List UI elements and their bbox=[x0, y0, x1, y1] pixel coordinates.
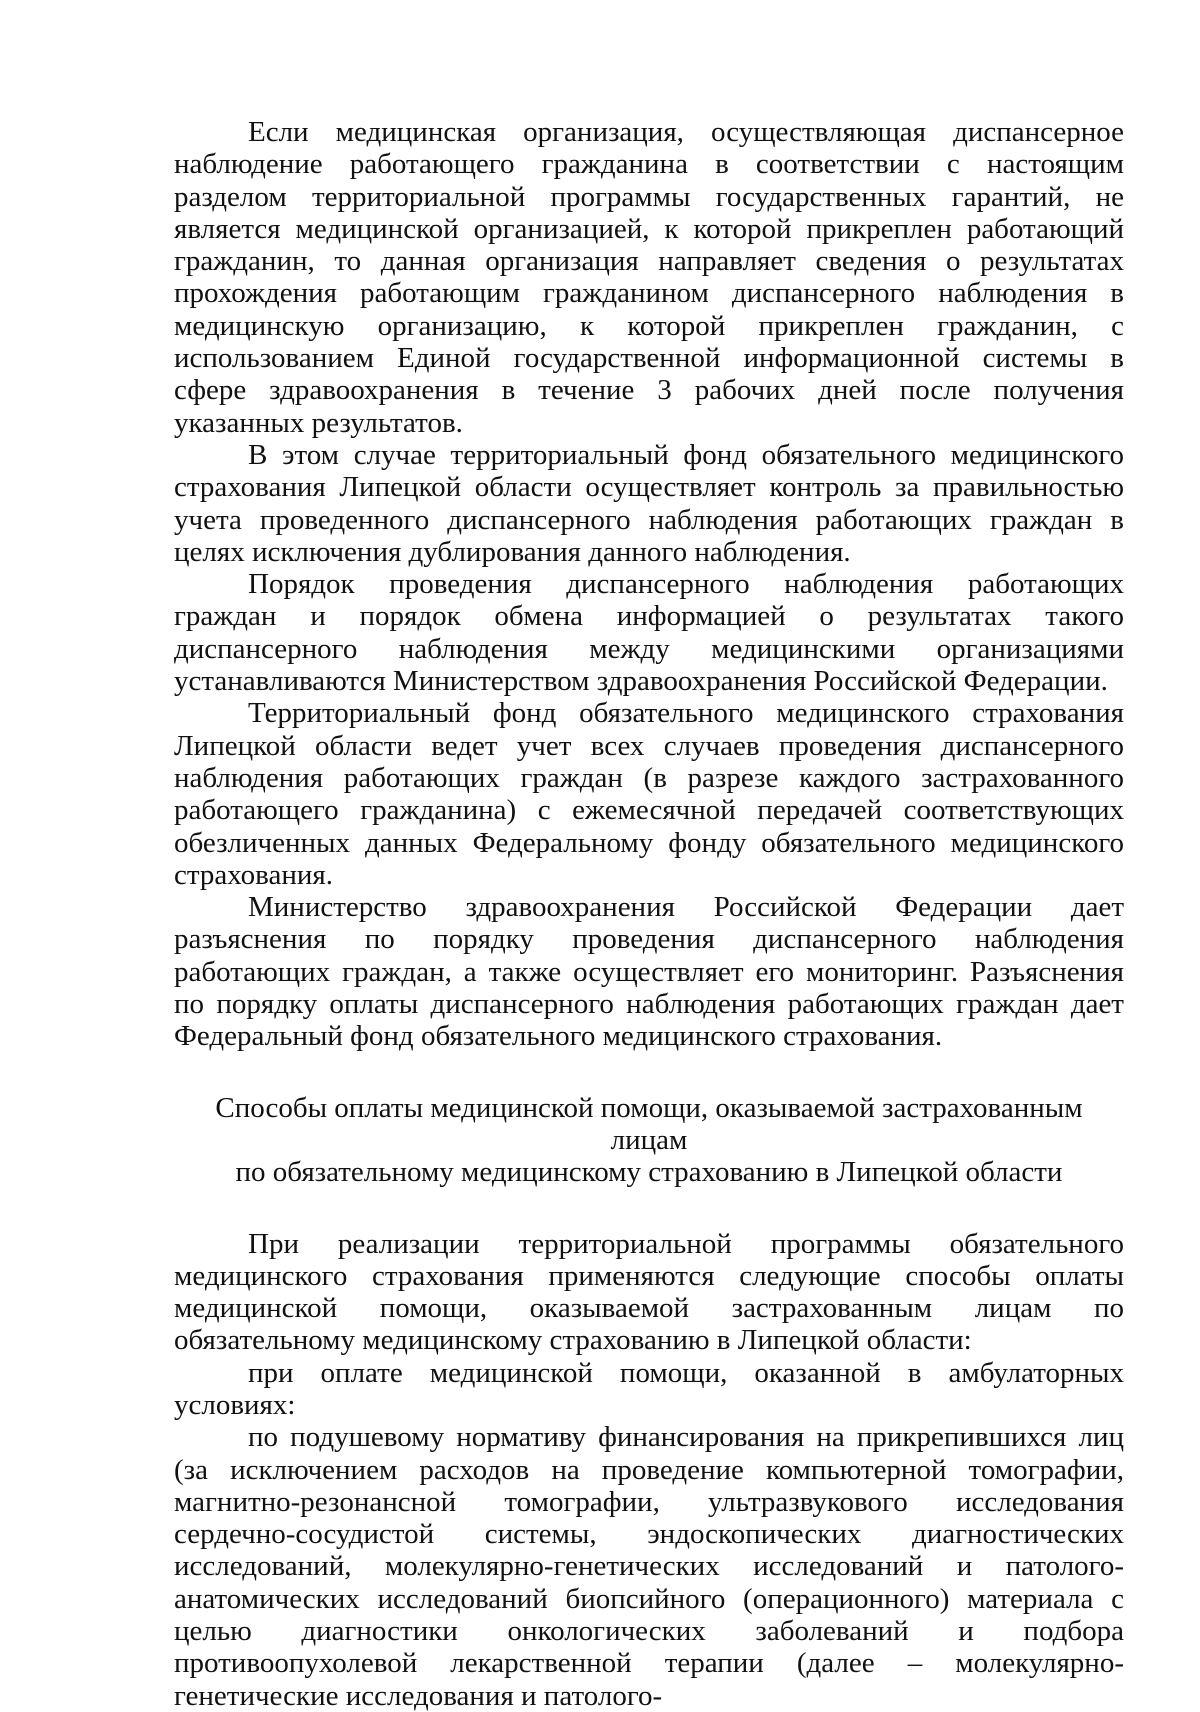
paragraph-fund-accounting: Территориальный фонд обязательного медицинского страхования Липецкой области ведет учет всех случаев проведения диспансерного наблюдения работающих граждан (в разрезе каждого застрахованного работающего гражданина) с ежемесячной передачей соответствующих обезличенных данных Федеральному фонду обязательного медицинского страхования. bbox=[174, 697, 1124, 891]
paragraph-ministry-clarifications: Министерство здравоохранения Российской Федерации дает разъяснения по порядку проведения диспансерного наблюдения работающих граждан, а также осуществляет его мониторинг. Разъяснения по порядку оплаты диспансерного наблюдения работающих граждан дает Федеральный фонд обязательного медицинского страхования. bbox=[174, 891, 1124, 1053]
paragraph-per-capita-standard: по подушевому нормативу финансирования на прикрепившихся лиц (за исключением расходов на проведение компьютерной томографии, магнитно-резонансной томографии, ультразвукового исследования сердечно-сосудистой системы, эндоскопических диагностических исследований, молекулярно-генетических исследований и патолого-анатомических исследований биопсийного (операционного) материала с целью диагностики онкологических заболеваний и подбора противоопухолевой лекарственной терапии (далее – молекулярно-генетические исследования и патолого- bbox=[174, 1421, 1124, 1712]
spacer bbox=[174, 1053, 1124, 1092]
paragraph-payment-methods-intro: При реализации территориальной программы обязательного медицинского страхования применяются следующие способы оплаты медицинской помощи, оказываемой застрахованным лицам по обязательному медицинскому страхованию в Липецкой области: bbox=[174, 1227, 1124, 1357]
paragraph-procedure-established: Порядок проведения диспансерного наблюдения работающих граждан и порядок обмена информацией о результатах такого диспансерного наблюдения между медицинскими организациями устанавливаются Министерством здравоохранения Российской Федерации. bbox=[174, 568, 1124, 698]
section-heading-line-2: по обязательному медицинскому страхованию в Липецкой области bbox=[235, 1156, 1063, 1189]
paragraph-dispensary-observation-info-transfer: Если медицинская организация, осуществляющая диспансерное наблюдение работающего гражданина в соответствии с настоящим разделом территориальной программы государственных гарантий, не является медицинской организацией, к которой прикреплен работающий гражданин, то данная организация направляет сведения о результатах прохождения работающим гражданином диспансерного наблюдения в медицинскую организацию, к которой прикреплен гражданин, с использованием Единой государственной информационной системы в сфере здравоохранения в течение 3 рабочих дней после получения указанных результатов. bbox=[174, 116, 1124, 439]
document-page bbox=[174, 116, 1124, 1712]
paragraph-fund-control: В этом случае территориальный фонд обязательного медицинского страхования Липецкой области осуществляет контроль за правильностью учета проведенного диспансерного наблюдения работающих граждан в целях исключения дублирования данного наблюдения. bbox=[174, 438, 1124, 568]
section-heading-line-1: Способы оплаты медицинской помощи, оказываемой застрахованным лицам bbox=[215, 1091, 1083, 1156]
paragraph-outpatient-payment: при оплате медицинской помощи, оказанной в амбулаторных условиях: bbox=[174, 1356, 1124, 1421]
spacer bbox=[174, 1189, 1124, 1228]
